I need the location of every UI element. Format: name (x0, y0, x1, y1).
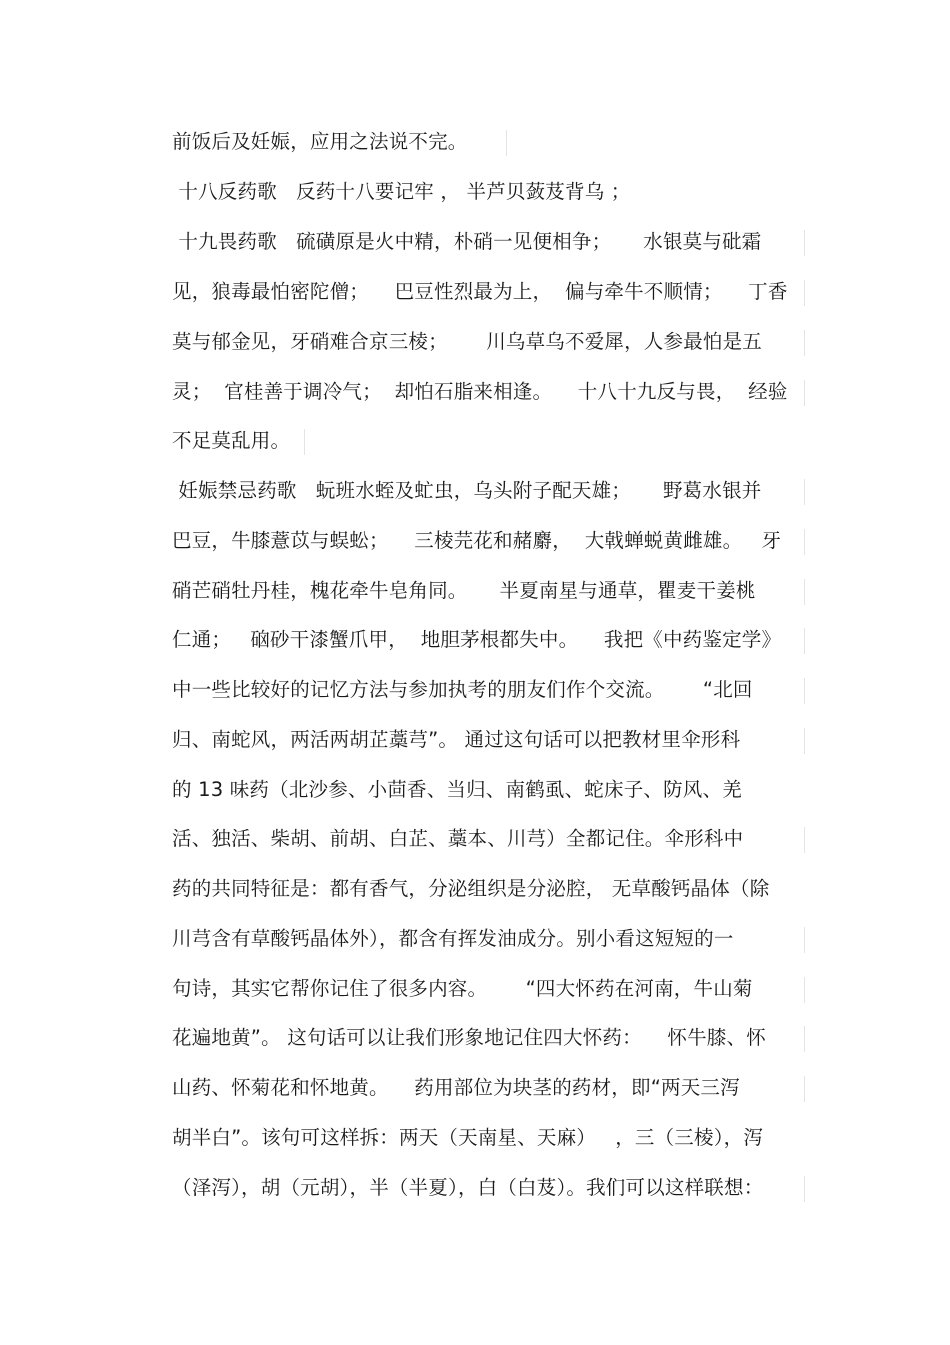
text-line: 句诗，其实它帮你记住了很多内容。 “四大怀药在河南，牛山菊 (172, 977, 753, 1000)
text-line: 的 13 味药（北沙参、小茴香、当归、南鹤虱、蛇床子、防风、羌 (172, 778, 742, 801)
text-line: 前饭后及妊娠，应用之法说不完。 (172, 130, 468, 153)
line-end-mark (804, 827, 805, 853)
text-line: 不足莫乱用。 (172, 429, 291, 452)
text-line: （泽泻），胡（元胡），半（半夏），白（白芨）。我们可以这样联想： (172, 1176, 764, 1199)
text-line: 中一些比较好的记忆方法与参加执考的朋友们作个交流。 “北回 (172, 678, 753, 701)
line-end-mark (804, 927, 805, 953)
text-line: 花遍地黄”。 这句话可以让我们形象地记住四大怀药： 怀牛膝、怀 (172, 1026, 766, 1049)
text-line: 十八反药歌 反药十八要记牢 ， 半芦贝蔹芨背乌 ； (172, 180, 631, 203)
text-line: 莫与郁金见，牙硝难合京三棱； 川乌草乌不爱犀，人参最怕是五 (172, 330, 762, 353)
text-line: 见，狼毒最怕密陀僧； 巴豆性烈最为上， 偏与牵牛不顺情； 丁香 (172, 280, 788, 303)
line-end-mark (804, 579, 805, 605)
text-line: 药的共同特征是：都有香气，分泌组织是分泌腔， 无草酸钙晶体（除 (172, 877, 770, 900)
text-line: 妊娠禁忌药歌 蚖班水蛭及虻虫，乌头附子配天雄； 野葛水银并 (172, 479, 762, 502)
line-end-mark (506, 130, 507, 156)
line-end-mark (804, 380, 805, 406)
line-end-mark (804, 280, 805, 306)
line-end-mark (804, 678, 805, 704)
text-line: 川芎含有草酸钙晶体外），都含有挥发油成分。别小看这短短的一 (172, 927, 734, 950)
text-line: 活、独活、柴胡、前胡、白芷、藁本、川芎）全都记住。伞形科中 (172, 827, 744, 850)
text-line: 山药、怀菊花和怀地黄。 药用部位为块茎的药材，即“两天三泻 (172, 1076, 740, 1099)
text-line: 归、南蛇风，两活两胡芷藁芎”。 通过这句话可以把教材里伞形科 (172, 728, 741, 751)
line-end-mark (804, 230, 805, 256)
text-line: 仁通； 硇砂干漆蟹爪甲， 地胆茅根都失中。 我把《中药鉴定学》 (172, 628, 782, 651)
line-end-mark (804, 728, 805, 754)
text-line: 巴豆，牛膝薏苡与蜈蚣； 三棱芫花和赭麝， 大戟蝉蜕黄雌雄。 牙 (172, 529, 782, 552)
text-line: 十九畏药歌 硫磺原是火中精，朴硝一见便相争； 水银莫与砒霜 (172, 230, 762, 253)
line-end-mark (804, 1076, 805, 1102)
text-line: 硝芒硝牡丹桂，槐花牵牛皂角同。 半夏南星与通草，瞿麦干姜桃 (172, 579, 756, 602)
line-end-mark (804, 1176, 805, 1202)
line-end-mark (304, 429, 305, 455)
line-end-mark (804, 479, 805, 505)
line-end-mark (804, 628, 805, 654)
line-end-mark (804, 977, 805, 1003)
text-line: 灵； 官桂善于调冷气； 却怕石脂来相逢。 十八十九反与畏， 经验 (172, 380, 788, 403)
line-end-mark (804, 1026, 805, 1052)
line-end-mark (804, 529, 805, 555)
text-line: 胡半白”。该句可这样拆：两天（天南星、天麻） ，三（三棱），泻 (172, 1126, 764, 1149)
line-end-mark (804, 330, 805, 356)
